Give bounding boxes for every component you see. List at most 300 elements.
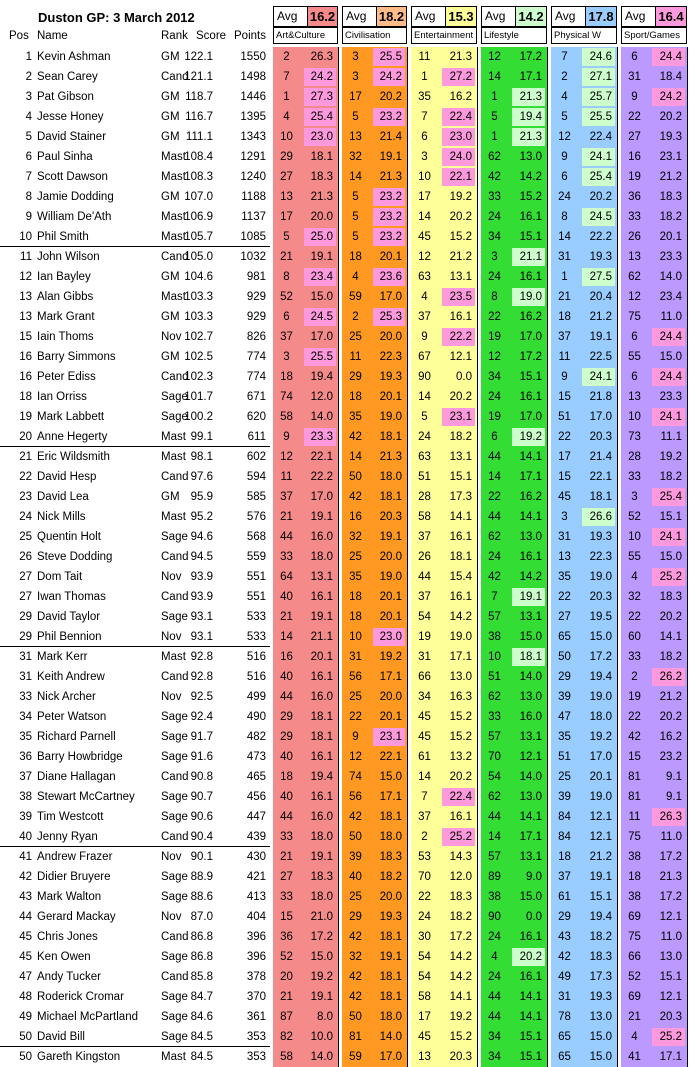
cell-name: Eric Wildsmith <box>37 451 110 463</box>
cell-points: 1343 <box>240 131 266 143</box>
cell-name: Quentin Holt <box>37 531 101 543</box>
category-rank: 19 <box>418 631 431 643</box>
category-cell <box>411 527 477 547</box>
category-rank: 9 <box>561 371 568 383</box>
category-cell <box>551 507 617 527</box>
category-score: 21.2 <box>589 851 612 863</box>
cell-points: 1446 <box>240 91 266 103</box>
category-rank: 75 <box>628 831 641 843</box>
category-rank: 55 <box>628 551 641 563</box>
category-score: 16.0 <box>519 711 542 723</box>
category-score: 16.1 <box>519 211 542 223</box>
cell-pos: 37 <box>19 771 32 783</box>
category-score: 21.0 <box>310 911 333 923</box>
cell-rank: GM <box>161 491 180 503</box>
column-divider <box>617 47 618 1067</box>
category-cell <box>621 167 687 187</box>
category-score: 20.3 <box>379 511 402 523</box>
category-score: 18.2 <box>449 431 472 443</box>
category-cell <box>411 47 477 67</box>
category-cell <box>481 227 547 247</box>
category-rank: 27 <box>280 171 293 183</box>
category-score: 19.3 <box>589 251 612 263</box>
category-cell <box>551 467 617 487</box>
category-score: 20.2 <box>659 611 682 623</box>
cell-rank: GM <box>161 351 180 363</box>
category-score: 13.0 <box>519 791 542 803</box>
cell-pos: 48 <box>19 991 32 1003</box>
category-rank: 6 <box>491 431 498 443</box>
category-rank: 51 <box>558 411 571 423</box>
category-cell <box>481 187 547 207</box>
cell-pos: 47 <box>19 971 32 983</box>
category-cell <box>621 627 687 647</box>
category-score: 17.1 <box>379 791 402 803</box>
avg-label: Avg <box>625 9 646 23</box>
cell-name: Jesse Honey <box>37 111 104 123</box>
category-rank: 25 <box>349 551 362 563</box>
category-rank: 14 <box>349 171 362 183</box>
column-divider <box>687 47 688 1067</box>
category-score: 19.5 <box>589 611 612 623</box>
category-rank: 24 <box>488 971 501 983</box>
cell-pos: 21 <box>19 451 32 463</box>
category-cell <box>342 47 407 67</box>
category-score: 18.2 <box>659 211 682 223</box>
table-row <box>0 787 697 807</box>
category-average: 16.4 <box>655 7 686 26</box>
category-rank: 32 <box>349 951 362 963</box>
category-cell <box>342 947 407 967</box>
cell-rank: Sage <box>161 411 188 423</box>
cell-rank: GM <box>161 191 180 203</box>
table-row <box>0 227 697 247</box>
category-rank: 54 <box>488 771 501 783</box>
category-score: 16.1 <box>310 791 333 803</box>
category-cell <box>273 867 338 887</box>
cell-pos: 9 <box>25 211 32 223</box>
category-rank: 12 <box>628 291 641 303</box>
category-score: 18.0 <box>310 831 333 843</box>
table-row <box>0 487 697 507</box>
category-score: 21.1 <box>512 248 545 266</box>
category-rank: 31 <box>418 651 431 663</box>
category-cell <box>411 587 477 607</box>
cell-pos: 8 <box>25 191 32 203</box>
category-rank: 1 <box>421 71 428 83</box>
category-rank: 24 <box>488 271 501 283</box>
category-rank: 44 <box>280 691 293 703</box>
category-rank: 3 <box>283 351 290 363</box>
category-cell <box>551 647 617 667</box>
cell-score: 92.5 <box>190 691 213 703</box>
category-score: 15.1 <box>449 471 472 483</box>
category-rank: 50 <box>349 1011 362 1023</box>
category-cell <box>273 847 338 867</box>
category-cell <box>411 467 477 487</box>
category-score: 18.0 <box>379 1011 402 1023</box>
cell-score: 93.9 <box>190 571 213 583</box>
cell-points: 671 <box>246 391 266 403</box>
cell-name: Chris Jones <box>37 931 98 943</box>
category-score: 26.3 <box>310 51 333 63</box>
category-rank: 8 <box>491 291 498 303</box>
category-rank: 14 <box>488 831 501 843</box>
category-rank: 90 <box>488 911 501 923</box>
category-rank: 24 <box>418 431 431 443</box>
cell-name: Dom Tait <box>37 571 83 583</box>
cell-pos: 34 <box>19 711 32 723</box>
table-row <box>0 127 697 147</box>
cell-rank: Sage <box>161 811 188 823</box>
category-score: 19.1 <box>310 511 333 523</box>
cell-score: 104.6 <box>184 271 213 283</box>
category-cell <box>481 567 547 587</box>
category-score: 23.2 <box>373 188 405 206</box>
category-score: 27.3 <box>304 88 336 106</box>
category-score: 14.1 <box>519 811 542 823</box>
cell-rank: Cand <box>161 551 189 563</box>
table-row <box>0 967 697 987</box>
category-rank: 5 <box>352 231 359 243</box>
category-cell <box>551 387 617 407</box>
category-rank: 29 <box>349 911 362 923</box>
category-name: Civilisation <box>342 27 407 44</box>
category-rank: 45 <box>418 1031 431 1043</box>
category-score: 25.5 <box>582 108 615 126</box>
category-score: 19.0 <box>379 571 402 583</box>
category-cell <box>481 427 547 447</box>
category-score: 16.2 <box>659 731 682 743</box>
cell-name: Peter Ediss <box>37 371 96 383</box>
category-score: 15.1 <box>659 511 682 523</box>
cell-name: Kevin Ashman <box>37 51 111 63</box>
category-score: 18.3 <box>310 871 333 883</box>
category-rank: 6 <box>631 331 638 343</box>
category-cell <box>551 87 617 107</box>
category-rank: 42 <box>488 171 501 183</box>
category-cell <box>551 587 617 607</box>
cell-pos: 1 <box>25 51 32 63</box>
category-rank: 11 <box>280 471 293 483</box>
table-row <box>0 867 697 887</box>
category-score: 17.3 <box>449 491 472 503</box>
category-score: 24.2 <box>304 68 336 86</box>
category-rank: 21 <box>280 611 293 623</box>
category-cell <box>342 427 407 447</box>
category-cell <box>621 887 687 907</box>
category-cell <box>273 487 338 507</box>
category-score: 15.0 <box>589 1051 612 1063</box>
category-score: 19.1 <box>310 611 333 623</box>
cell-name: Gareth Kingston <box>37 1051 121 1063</box>
category-cell <box>342 207 407 227</box>
category-cell <box>621 287 687 307</box>
category-rank: 33 <box>280 551 293 563</box>
cell-rank: Sage <box>161 791 188 803</box>
category-cell <box>621 267 687 287</box>
category-score: 19.4 <box>512 108 545 126</box>
category-cell <box>273 427 338 447</box>
category-rank: 45 <box>558 491 571 503</box>
category-cell <box>621 587 687 607</box>
cell-points: 1032 <box>240 251 266 263</box>
category-rank: 18 <box>628 871 641 883</box>
category-cell <box>411 127 477 147</box>
category-cell <box>621 647 687 667</box>
category-score: 24.1 <box>652 528 685 546</box>
cell-score: 93.9 <box>190 591 213 603</box>
category-cell <box>273 47 338 67</box>
category-cell <box>411 67 477 87</box>
category-cell <box>551 827 617 847</box>
category-score: 17.1 <box>519 71 542 83</box>
category-score: 22.4 <box>589 131 612 143</box>
category-cell <box>481 1007 547 1027</box>
category-cell <box>411 107 477 127</box>
category-score: 14.2 <box>449 971 472 983</box>
category-rank: 57 <box>488 611 501 623</box>
category-score: 15.2 <box>519 191 542 203</box>
category-score: 18.1 <box>379 971 402 983</box>
category-score: 17.1 <box>519 471 542 483</box>
cell-score: 99.1 <box>190 431 213 443</box>
category-rank: 20 <box>280 971 293 983</box>
category-cell <box>481 787 547 807</box>
category-score: 14.1 <box>449 511 472 523</box>
category-cell <box>621 387 687 407</box>
category-score: 18.4 <box>659 71 682 83</box>
category-score: 23.3 <box>659 251 682 263</box>
category-score: 11.0 <box>660 311 682 323</box>
category-score: 27.2 <box>442 68 475 86</box>
category-score: 20.1 <box>589 771 612 783</box>
cell-name: Phil Bennion <box>37 631 102 643</box>
cell-points: 1291 <box>240 151 266 163</box>
category-score: 23.1 <box>373 728 405 746</box>
category-rank: 35 <box>558 571 571 583</box>
category-score: 17.2 <box>519 351 542 363</box>
category-cell <box>621 447 687 467</box>
category-cell <box>273 1047 338 1067</box>
cell-pos: 22 <box>19 471 32 483</box>
category-cell <box>621 427 687 447</box>
category-cell <box>551 207 617 227</box>
category-cell <box>481 47 547 67</box>
cell-name: Ian Bayley <box>37 271 91 283</box>
category-rank: 18 <box>349 591 362 603</box>
category-cell <box>621 407 687 427</box>
cell-score: 86.8 <box>190 951 213 963</box>
cell-name: Jamie Dodding <box>37 191 114 203</box>
category-cell <box>342 447 407 467</box>
category-rank: 51 <box>418 471 431 483</box>
category-rank: 69 <box>628 911 641 923</box>
cell-score: 92.4 <box>190 711 213 723</box>
category-score: 19.1 <box>589 871 612 883</box>
category-score: 19.4 <box>310 771 333 783</box>
category-score: 23.2 <box>373 228 405 246</box>
category-score: 17.0 <box>310 491 333 503</box>
category-score: 18.0 <box>379 471 402 483</box>
cell-pos: 4 <box>25 111 32 123</box>
category-cell <box>481 367 547 387</box>
cell-points: 551 <box>246 571 266 583</box>
category-cell <box>551 667 617 687</box>
category-rank: 57 <box>488 851 501 863</box>
table-row <box>0 847 697 867</box>
cell-points: 826 <box>246 331 266 343</box>
category-cell <box>273 187 338 207</box>
category-score: 16.1 <box>519 391 542 403</box>
category-cell <box>411 207 477 227</box>
cell-pos: 29 <box>19 611 32 623</box>
cell-pos: 36 <box>19 751 32 763</box>
category-cell <box>411 567 477 587</box>
cell-pos: 13 <box>19 291 32 303</box>
sheet-title: Duston GP: 3 March 2012 <box>38 10 195 25</box>
table-row <box>0 907 697 927</box>
category-cell <box>411 887 477 907</box>
category-cell <box>411 1027 477 1047</box>
category-score: 18.3 <box>589 951 612 963</box>
category-score: 13.0 <box>659 951 682 963</box>
category-score: 14.2 <box>519 571 542 583</box>
category-rank: 32 <box>349 531 362 543</box>
category-score: 15.0 <box>379 771 402 783</box>
cell-score: 118.7 <box>185 91 213 103</box>
category-cell <box>411 747 477 767</box>
category-rank: 19 <box>488 411 501 423</box>
cell-pos: 31 <box>19 651 32 663</box>
category-score: 12.0 <box>449 871 472 883</box>
category-rank: 17 <box>558 451 571 463</box>
category-header-4 <box>551 6 617 27</box>
category-score: 23.6 <box>373 268 405 286</box>
category-cell <box>273 747 338 767</box>
category-score: 24.1 <box>582 368 615 386</box>
category-score: 19.4 <box>589 911 612 923</box>
category-rank: 34 <box>488 231 501 243</box>
category-cell <box>273 667 338 687</box>
category-score: 24.1 <box>582 148 615 166</box>
cell-name: Keith Andrew <box>37 671 105 683</box>
category-cell <box>481 327 547 347</box>
category-rank: 44 <box>488 991 501 1003</box>
category-rank: 15 <box>280 911 293 923</box>
table-row <box>0 667 697 687</box>
category-cell <box>342 1047 407 1067</box>
cell-name: Paul Sinha <box>37 151 93 163</box>
category-score: 12.0 <box>310 391 333 403</box>
cell-score: 105.0 <box>184 251 213 263</box>
cell-pos: 49 <box>19 1011 32 1023</box>
category-score: 19.0 <box>589 791 612 803</box>
category-cell <box>621 327 687 347</box>
category-score: 23.1 <box>659 151 682 163</box>
table-row <box>0 527 697 547</box>
category-cell <box>273 307 338 327</box>
category-rank: 62 <box>488 691 501 703</box>
category-cell <box>411 447 477 467</box>
category-cell <box>411 327 477 347</box>
category-score: 19.3 <box>379 371 402 383</box>
category-score: 20.1 <box>379 611 402 623</box>
category-cell <box>551 227 617 247</box>
category-score: 20.1 <box>310 651 333 663</box>
category-score: 21.3 <box>449 51 472 63</box>
category-cell <box>481 607 547 627</box>
category-rank: 5 <box>561 111 568 123</box>
category-cell <box>411 847 477 867</box>
category-rank: 3 <box>491 251 498 263</box>
category-score: 15.0 <box>659 351 682 363</box>
cell-pos: 38 <box>19 791 32 803</box>
category-rank: 18 <box>349 251 362 263</box>
cell-points: 620 <box>246 411 266 423</box>
category-score: 17.0 <box>310 331 333 343</box>
category-cell <box>481 387 547 407</box>
cell-score: 98.1 <box>190 451 213 463</box>
category-cell <box>273 1027 338 1047</box>
category-score: 16.2 <box>449 91 472 103</box>
cell-rank: Cand <box>161 971 189 983</box>
category-cell <box>481 107 547 127</box>
category-score: 20.2 <box>512 948 545 966</box>
category-rank: 29 <box>558 671 571 683</box>
category-rank: 29 <box>280 731 293 743</box>
category-rank: 1 <box>561 271 568 283</box>
category-score: 24.1 <box>652 408 685 426</box>
category-cell <box>342 607 407 627</box>
category-rank: 24 <box>558 191 571 203</box>
cell-rank: Sage <box>161 531 188 543</box>
category-score: 24.5 <box>582 208 615 226</box>
cell-rank: Cand <box>161 931 189 943</box>
category-cell <box>273 767 338 787</box>
category-header-5 <box>621 6 687 27</box>
category-rank: 14 <box>558 231 571 243</box>
category-cell <box>273 327 338 347</box>
category-score: 14.0 <box>310 411 333 423</box>
table-row <box>0 927 697 947</box>
col-header-name: Name <box>37 30 68 42</box>
category-score: 9.1 <box>666 791 682 803</box>
category-name: Lifestyle <box>481 27 547 44</box>
category-cell <box>273 607 338 627</box>
category-rank: 63 <box>418 451 431 463</box>
category-cell <box>273 907 338 927</box>
category-average: 15.3 <box>445 7 476 26</box>
cell-pos: 10 <box>19 231 32 243</box>
category-cell <box>621 367 687 387</box>
category-rank: 17 <box>280 211 293 223</box>
cell-name: Peter Watson <box>37 711 107 723</box>
category-cell <box>273 1007 338 1027</box>
category-score: 25.5 <box>373 48 405 66</box>
cell-pos: 7 <box>25 171 32 183</box>
category-rank: 50 <box>349 471 362 483</box>
category-cell <box>342 587 407 607</box>
category-rank: 14 <box>488 471 501 483</box>
cell-points: 439 <box>246 831 266 843</box>
category-cell <box>481 767 547 787</box>
category-score: 18.1 <box>379 491 402 503</box>
category-score: 18.2 <box>659 651 682 663</box>
category-rank: 14 <box>280 631 293 643</box>
category-score: 20.2 <box>379 91 402 103</box>
category-score: 15.0 <box>589 631 612 643</box>
